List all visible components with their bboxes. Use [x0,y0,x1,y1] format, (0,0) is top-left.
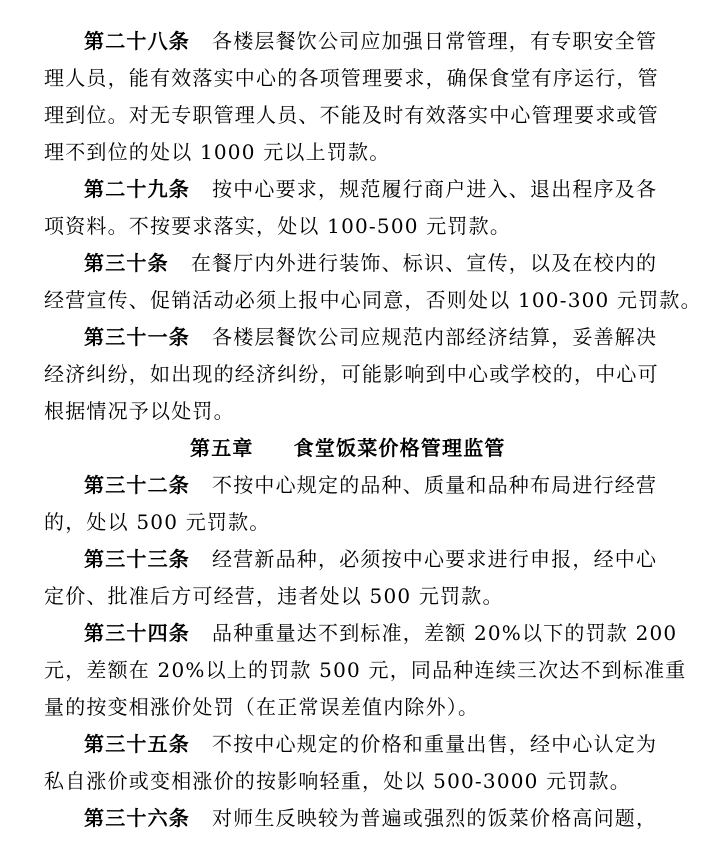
article-29-text-1: 按中心要求，规范履行商户进入、退出程序及各 [212,177,658,201]
article-28-line-2: 理人员，能有效落实中心的各项管理要求，确保食堂有序运行，管 [44,66,659,90]
article-31-title: 第三十一条 [84,325,190,349]
article-28-text-1: 各楼层餐饮公司应加强日常管理，有专职安全管 [212,29,658,53]
article-32-text-1: 不按中心规定的品种、质量和品种布局进行经营 [212,473,658,497]
article-33-text-1: 经营新品种，必须按中心要求进行申报，经中心 [212,547,658,571]
article-35-line-2: 私自涨价或变相涨价的按影响轻重，处以 500-3000 元罚款。 [44,769,631,793]
article-35-title: 第三十五条 [84,732,190,756]
article-35-line-1 [84,725,657,763]
article-31-line-2: 经济纠纷，如出现的经济纠纷，可能影响到中心或学校的，中心可 [44,362,659,386]
article-29-line-1 [84,170,657,208]
article-31-text-1: 各楼层餐饮公司应规范内部经济结算，妥善解决 [212,325,658,349]
article-33-title: 第三十三条 [84,547,190,571]
article-30-text-1: 在餐厅内外进行装饰、标识、宣传，以及在校内的 [190,251,658,275]
article-29-line-2: 项资料。不按要求落实，处以 100-500 元罚款。 [44,214,512,238]
article-32-line-2: 的，处以 500 元罚款。 [44,510,271,534]
chapter-5-number: 第五章 [190,436,254,460]
article-32-title: 第三十二条 [84,473,190,497]
article-30-title: 第三十条 [84,251,169,275]
article-29-title: 第二十九条 [84,177,190,201]
article-36-title: 第三十六条 [84,806,190,830]
article-33-line-1 [84,540,657,578]
chapter-5-heading [190,429,506,467]
article-28-line-3: 理到位。对无专职管理人员、不能及时有效落实中心管理要求或管 [44,103,659,127]
article-33-line-2: 定价、批准后方可经营，违者处以 500 元罚款。 [44,584,504,608]
article-28-line-4: 理不到位的处以 1000 元以上罚款。 [44,140,391,164]
article-28-title: 第二十八条 [84,29,190,53]
article-31-line-1 [84,318,657,356]
article-31-line-3: 根据情况予以处罚。 [44,399,235,423]
article-32-line-1 [84,466,657,504]
article-34-line-2: 元，差额在 20%以上的罚款 500 元，同品种连续三次达不到标准重 [44,658,687,682]
article-36-line-1 [84,799,657,837]
article-28-line-1 [84,22,657,60]
article-36-text-1: 对师生反映较为普遍或强烈的饭菜价格高问题， [212,806,658,830]
chapter-5-title: 食堂饭菜价格管理监管 [293,436,506,460]
article-34-line-1 [84,614,677,652]
article-34-line-3: 量的按变相涨价处罚（在正常误差值内除外）。 [44,695,480,719]
article-34-text-1: 品种重量达不到标准，差额 20%以下的罚款 200 [212,621,678,645]
article-30-line-2: 经营宣传、促销活动必须上报中心同意，否则处以 100-300 元罚款。 [44,288,702,312]
article-30-line-1 [84,244,657,282]
article-35-text-1: 不按中心规定的价格和重量出售，经中心认定为 [212,732,658,756]
article-34-title: 第三十四条 [84,621,190,645]
